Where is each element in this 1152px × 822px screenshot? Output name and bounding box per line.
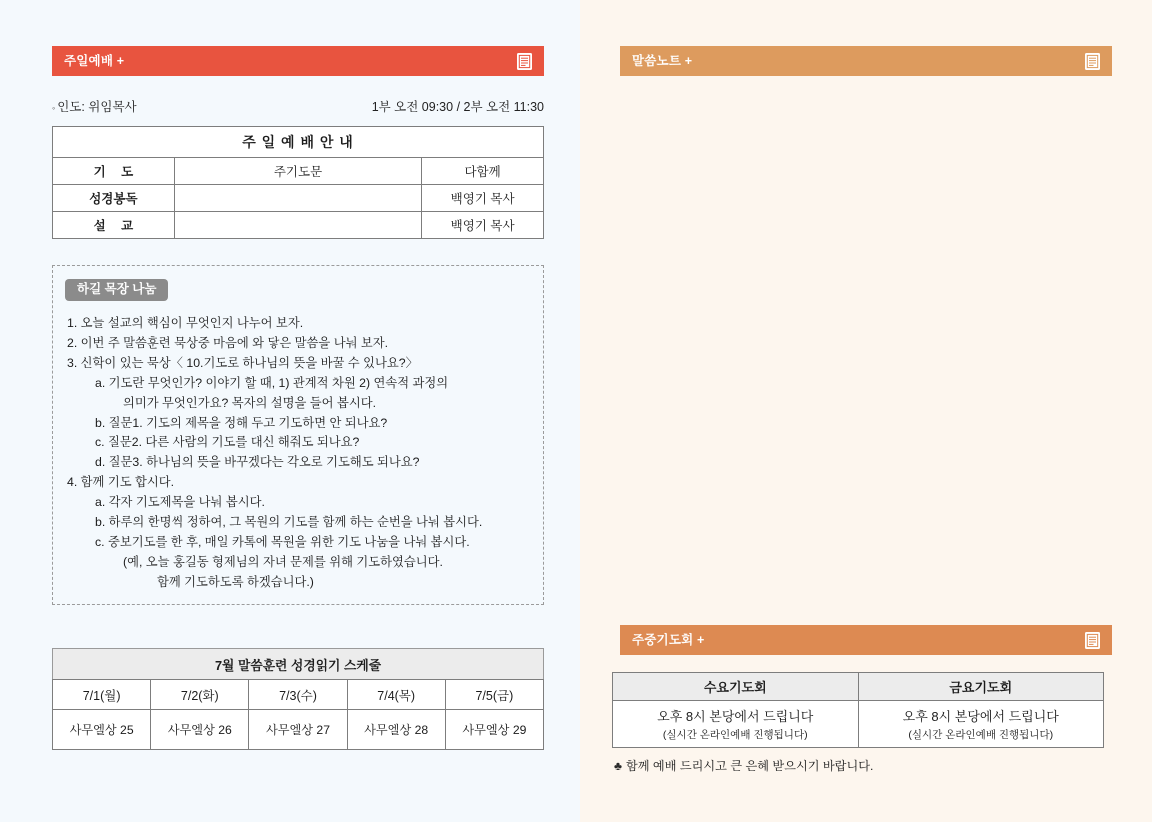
schedule-reading: 사무엘상 26	[151, 710, 249, 750]
row-label: 기 도	[53, 158, 175, 185]
prayer-time-main: 오후 8시 본당에서 드립니다	[902, 709, 1059, 724]
clover-icon: ♣	[614, 759, 622, 773]
service-leader: 인도: 위임목사	[57, 100, 137, 114]
schedule-table	[52, 679, 544, 750]
prayer-cell	[858, 701, 1104, 748]
table-row-caption	[53, 127, 544, 158]
column-header: 금요기도회	[858, 673, 1104, 701]
section-header-sermon-note[interactable]	[620, 46, 1112, 76]
prayer-time-sub: (실시간 온라인예배 진행됩니다)	[662, 729, 808, 741]
list-item: 의미가 무엇인가요? 목자의 설명을 들어 봅시다.	[123, 395, 377, 410]
row-label: 성경봉독	[53, 185, 175, 212]
row-person: 백영기 목사	[422, 185, 544, 212]
schedule-title: 7월 말씀훈련 성경읽기 스케줄	[52, 648, 544, 680]
row-content: 주기도문	[174, 158, 421, 185]
document-note-icon[interactable]	[517, 53, 532, 70]
list-item: 2. 이번 주 말씀훈련 묵상중 마음에 와 닿은 말씀을 나눠 보자.	[67, 335, 389, 350]
table-row	[53, 158, 544, 185]
table-row	[613, 701, 1104, 748]
weekday-prayer-table	[612, 672, 1104, 748]
schedule-date: 7/4(목)	[347, 680, 445, 710]
prayer-time-sub: (실시간 온라인예배 진행됩니다)	[908, 729, 1054, 741]
prayer-time-main: 오후 8시 본당에서 드립니다	[657, 709, 814, 724]
list-item: d. 질문3. 하나님의 뜻을 바꾸겠다는 각오로 기도해도 되나요?	[95, 455, 420, 470]
service-lead-row	[52, 97, 544, 115]
service-times: 1부 오전 09:30 / 2부 오전 11:30	[371, 100, 544, 114]
schedule-reading: 사무엘상 29	[445, 710, 543, 750]
sermon-note-blank-area[interactable]	[620, 76, 1112, 606]
prayer-footnote	[614, 757, 873, 774]
row-person: 다함께	[422, 158, 544, 185]
row-content	[174, 185, 421, 212]
sunday-service-table	[52, 126, 544, 239]
section-header-weekday-prayer[interactable]	[620, 625, 1112, 655]
table-row-header	[613, 673, 1104, 701]
row-person: 백영기 목사	[422, 212, 544, 239]
list-item: c. 중보기도를 한 후, 매일 카톡에 목원을 위한 기도 나눔을 나눠 봅시다.	[95, 534, 470, 549]
schedule-reading: 사무엘상 25	[53, 710, 151, 750]
sunday-service-table-caption: 주 일 예 배 안 내	[53, 127, 544, 158]
column-header: 수요기도회	[613, 673, 859, 701]
weekday-prayer-title: 주중기도회 +	[632, 632, 705, 647]
list-item: 함께 기도하도록 하겠습니다.)	[157, 574, 314, 589]
list-item: 4. 함께 기도 합시다.	[67, 475, 175, 490]
prayer-cell	[613, 701, 859, 748]
schedule-date: 7/2(화)	[151, 680, 249, 710]
schedule-date: 7/5(금)	[445, 680, 543, 710]
table-row	[53, 212, 544, 239]
schedule-reading: 사무엘상 28	[347, 710, 445, 750]
row-label: 설 교	[53, 212, 175, 239]
row-content	[174, 212, 421, 239]
sharing-tag: 하길 목장 나눔	[65, 279, 168, 301]
sharing-box	[52, 265, 544, 605]
sermon-note-title: 말씀노트 +	[632, 53, 693, 68]
table-row-dates	[53, 680, 544, 710]
table-row-readings	[53, 710, 544, 750]
list-item: a. 기도란 무엇인가? 이야기 할 때, 1) 관계적 차원 2) 연속적 과정의	[95, 375, 449, 390]
table-row	[53, 185, 544, 212]
schedule-reading: 사무엘상 27	[249, 710, 347, 750]
list-item: a. 각자 기도제목을 나눠 봅시다.	[95, 495, 265, 510]
document-note-icon[interactable]	[1085, 632, 1100, 649]
list-item: c. 질문2. 다른 사람의 기도를 대신 해줘도 되나요?	[95, 435, 360, 450]
section-header-sunday-service[interactable]	[52, 46, 544, 76]
list-item: (예, 오늘 홍길동 형제님의 자녀 문제를 위해 기도하였습니다.	[123, 554, 443, 569]
schedule-date: 7/3(수)	[249, 680, 347, 710]
sharing-list	[67, 314, 533, 593]
bullet-dot-icon: ◦	[52, 102, 56, 113]
sunday-service-title: 주일예배 +	[64, 53, 125, 68]
prayer-footnote-text: 함께 예배 드리시고 큰 은혜 받으시기 바랍니다.	[626, 759, 874, 773]
list-item: 3. 신학이 있는 묵상〈 10.기도로 하나님의 뜻을 바꿀 수 있나요?〉	[67, 355, 418, 370]
list-item: 1. 오늘 설교의 핵심이 무엇인지 나누어 보자.	[67, 316, 304, 330]
document-note-icon[interactable]	[1085, 53, 1100, 70]
service-leader-wrap	[52, 97, 137, 115]
list-item: b. 질문1. 기도의 제목을 정해 두고 기도하면 안 되나요?	[95, 415, 388, 430]
schedule-date: 7/1(월)	[53, 680, 151, 710]
list-item: b. 하루의 한명씩 정하여, 그 목원의 기도를 함께 하는 순번을 나눠 봅시다.	[95, 515, 483, 530]
